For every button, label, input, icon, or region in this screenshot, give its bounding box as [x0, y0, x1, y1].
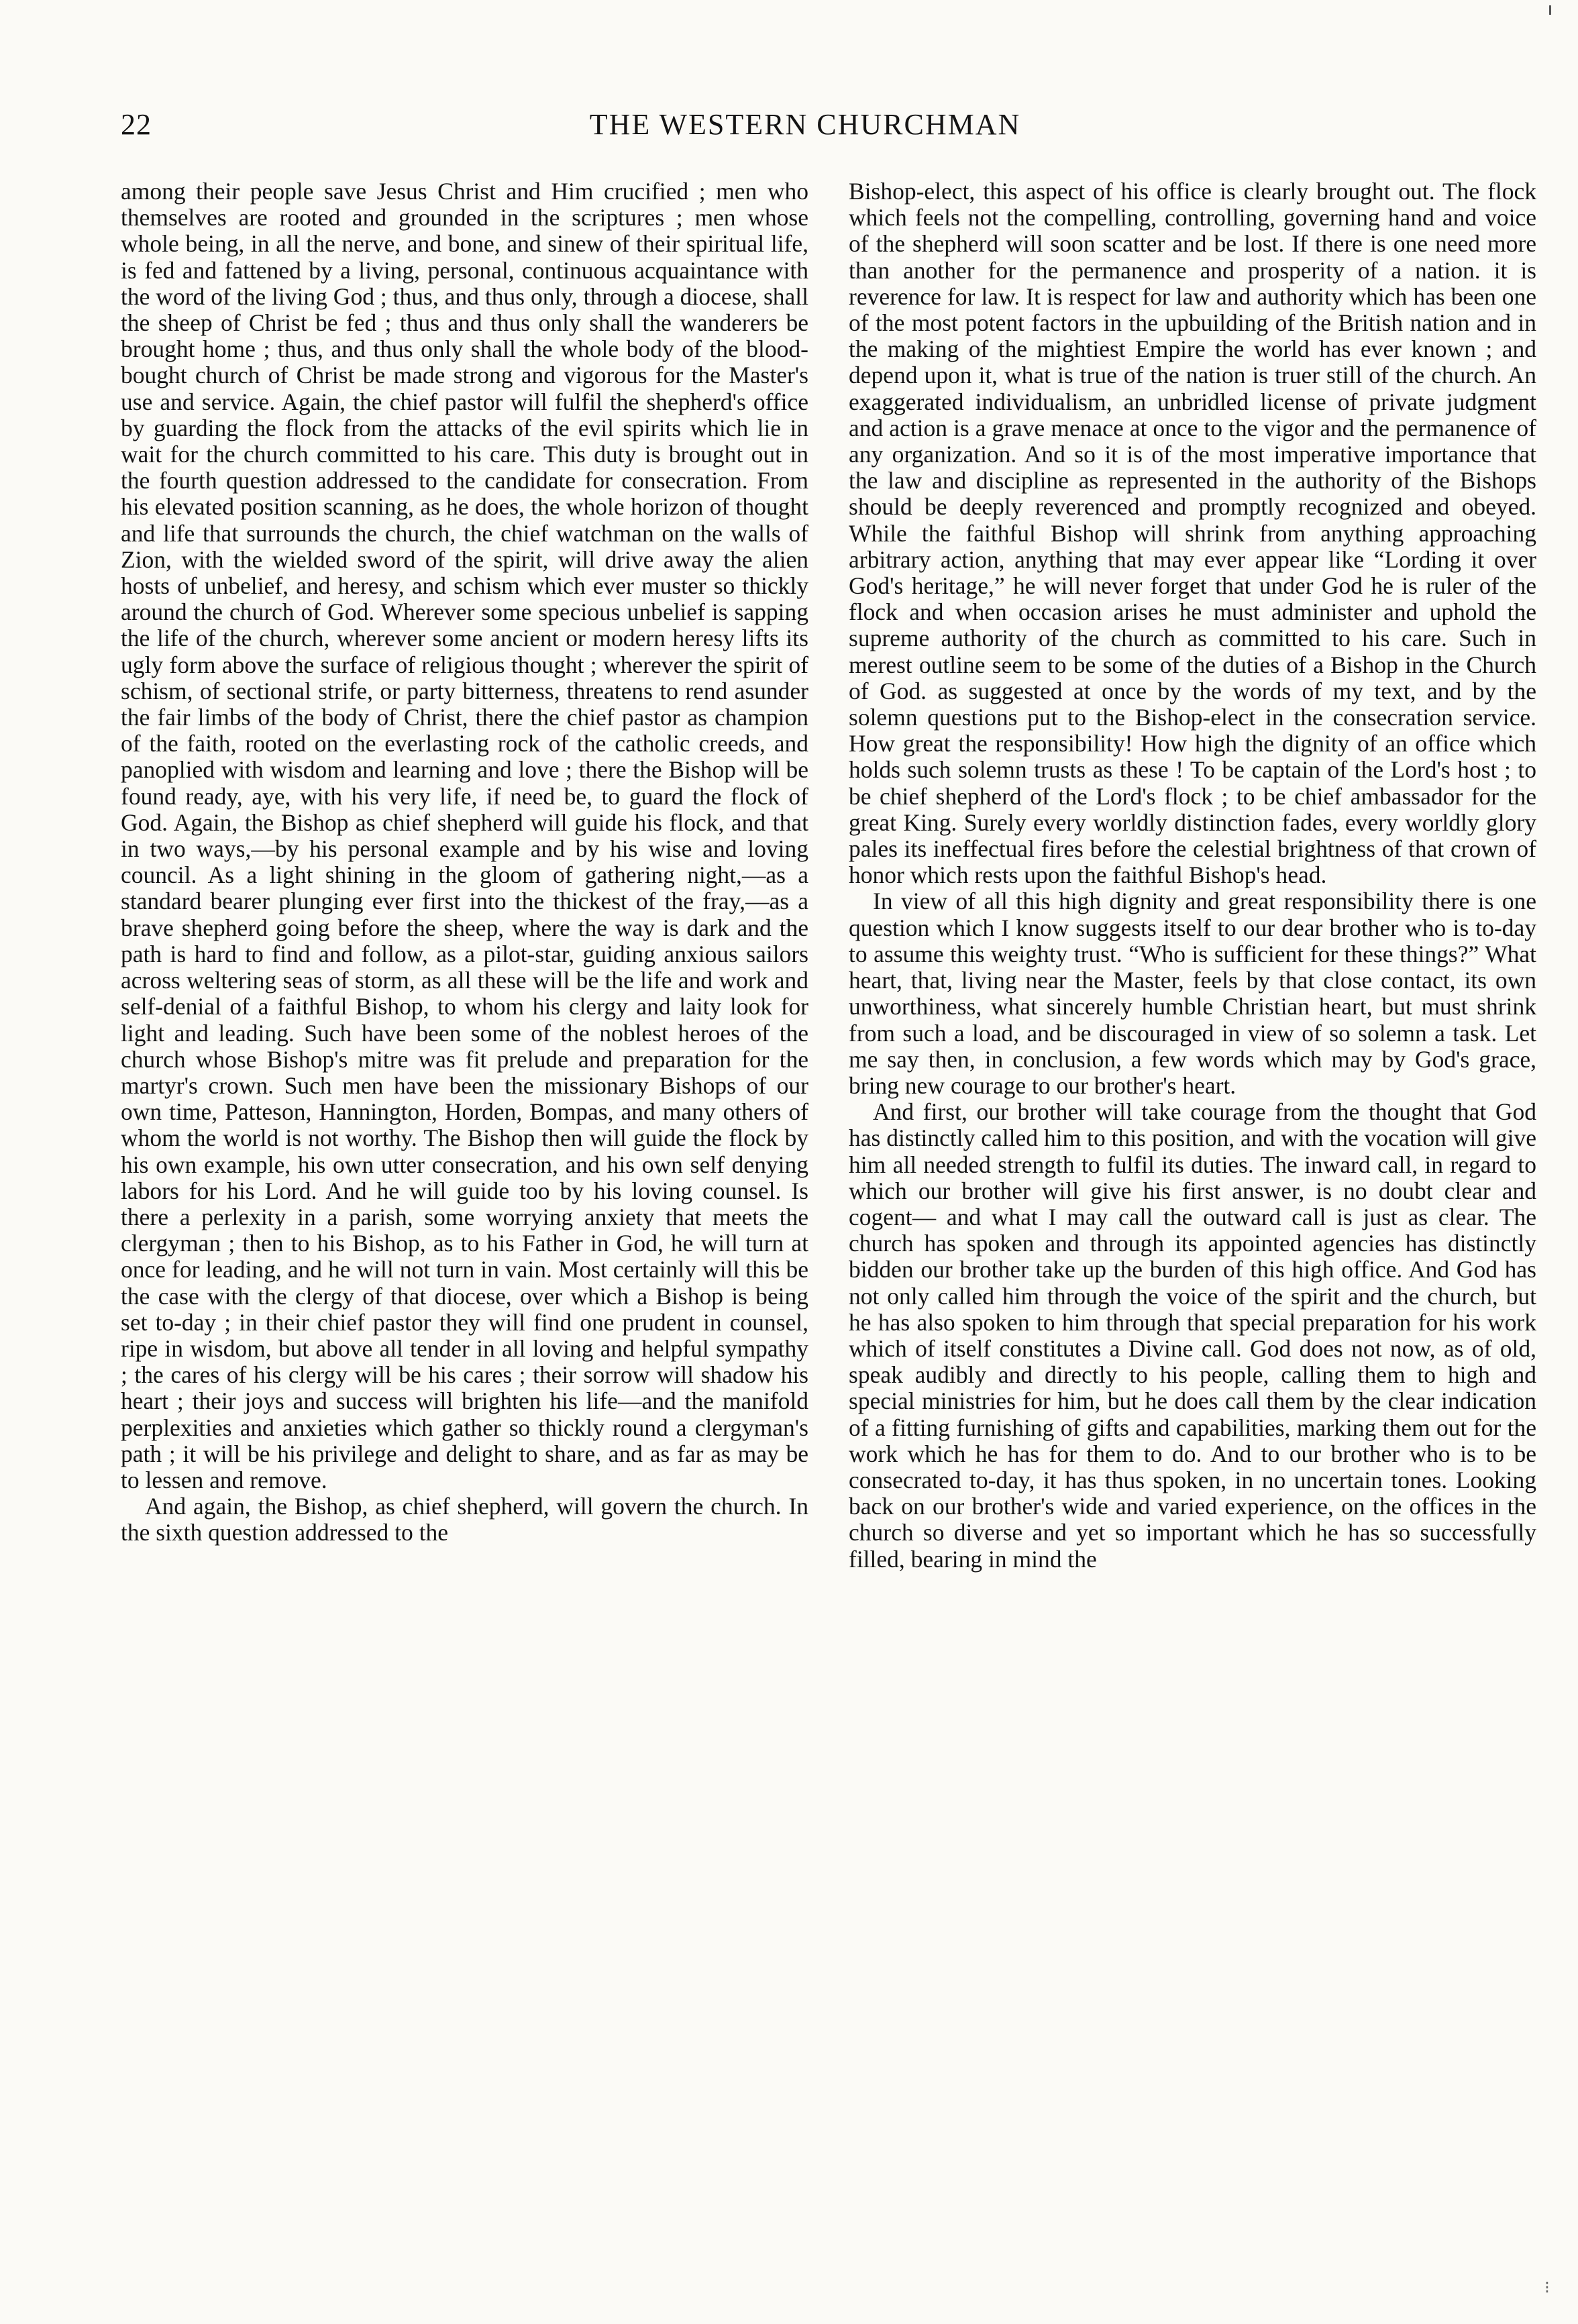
page-header — [121, 107, 1489, 154]
left-column — [121, 178, 808, 1546]
right-paragraph-3: And first, our brother will take courage from the thought that God has distinctly called him to this position, and with the vocation will give him all needed strength to fulfil its duties. The inward call, in regard to which our brother will give his first answer, is no doubt clear and cogent— and what I may call the outward call is just as clear. The church has spoken and through its appointed agencies has distinctly bidden our brother take up the burden of this high office. And God has not only called him through the voice of the spirit and the church, but he has also spoken to him through that special preparation for his work which of itself constitutes a Divine call. God does not now, as of old, speak audibly and directly to his people, calling them to high and special ministries for him, but he does call them by the clear indication of a fitting furnishing of gifts and capabilities, marking them out for the work which he has for them to do. And to our brother who is to be consecrated to-day, it has thus spoken, in no uncertain tones. Looking back on our brother's wide and varied experience, on the offices in the church so diverse and yet so important which he has so successfully filled, bearing in mind the — [849, 1098, 1536, 1573]
right-paragraph-2: In view of all this high dignity and great responsibility there is one question which I know suggests itself to our dear brother who is to-day to assume this weighty trust. “Who is sufficient for these things?” What heart, that, living near the Master, feels by that close contact, its own unworthiness, what sincerely humble Christian heart, but must shrink from such a load, and be discouraged in view of so solemn a task. Let me say then, in conclusion, a few words which may by God's grace, bring new courage to our brother's heart. — [849, 888, 1536, 1099]
left-paragraph-2: And again, the Bishop, as chief shepherd, will govern the church. In the sixth question addressed to the — [121, 1493, 808, 1546]
running-head-title: THE WESTERN CHURCHMAN — [589, 108, 1021, 141]
scan-mark — [1549, 5, 1551, 15]
page-number: 22 — [121, 108, 152, 141]
right-column — [849, 178, 1536, 1573]
scan-edge-mark: ⁝ — [1544, 2278, 1550, 2298]
right-paragraph-1: Bishop-elect, this aspect of his office is clearly brought out. The flock which feels not the compelling, controlling, governing hand and voice of the shepherd will soon scatter and be lost. If there is one need more than another for the permanence and prosperity of a nation. it is reverence for law. It is respect for law and authority which has been one of the most potent factors in the upbuilding of the British nation and in the making of the mightiest Empire the world has ever known ; and depend upon it, what is true of the nation is truer still of the church. An exaggerated individualism, an unbridled license of private judgment and action is a grave menace at once to the vigor and the permanence of any organization. And so it is of the most imperative importance that the law and discipline as represented in the authority of the Bishops should be deeply reverenced and promptly recognized and obeyed. While the faithful Bishop will shrink from anything approaching arbitrary action, anything that may ever appear like “Lording it over God's heritage,” he will never forget that under God he is ruler of the flock and when occasion arises he must administer and uphold the supreme authority of the church as committed to his care. Such in merest outline seem to be some of the duties of a Bishop in the Church of God. as suggested at once by the words of my text, and by the solemn questions put to the Bishop-elect in the consecration service. How great the responsibility! How high the dignity of an office which holds such solemn trusts as these ! To be captain of the Lord's host ; to be chief shepherd of the Lord's flock ; to be chief ambassador for the great King. Surely every worldly distinction fades, every worldly glory pales its ineffectual fires before the celestial brightness of that crown of honor which rests upon the faithful Bishop's head. — [849, 178, 1536, 889]
left-paragraph-1: among their people save Jesus Christ and Him crucified ; men who themselves are rooted and grounded in the scriptures ; men whose whole being, in all the nerve, and bone, and sinew of their spiritual life, is fed and fattened by a living, personal, continuous acquaintance with the word of the living God ; thus, and thus only, through a diocese, shall the sheep of Christ be fed ; thus and thus only shall the wanderers be brought home ; thus, and thus only shall the whole body of the blood-bought church of Christ be made strong and vigorous for the Master's use and service. Again, the chief pastor will fulfil the shepherd's office by guarding the flock from the attacks of the evil spirits which lie in wait for the church committed to his care. This duty is brought out in the fourth question addressed to the candidate for consecration. From his elevated position scanning, as he does, the whole horizon of thought and life that surrounds the church, the chief watchman on the walls of Zion, with the wielded sword of the spirit, will drive away the alien hosts of unbelief, and heresy, and schism which ever muster so thickly around the church of God. Wherever some specious unbelief is sapping the life of the church, wherever some ancient or modern heresy lifts its ugly form above the surface of religious thought ; wherever the spirit of schism, of sectional strife, or party bitterness, threatens to rend asunder the fair limbs of the body of Christ, there the chief pastor as champion of the faith, rooted on the everlasting rock of the catholic creeds, and panoplied with wisdom and learning and love ; there the Bishop will be found ready, aye, with his very life, if need be, to guard the flock of God. Again, the Bishop as chief shepherd will guide his flock, and that in two ways,—by his personal example and by his wise and loving council. As a light shining in the gloom of gathering night,—as a standard bearer plunging ever first into the thickest of the fray,—as a brave shepherd going before the sheep, where the way is dark and the path is hard to find and follow, as a pilot-star, guiding anxious sailors across weltering seas of storm, as all these will be the life and work and self-denial of a faithful Bishop, to whom his clergy and laity look for light and leading. Such have been some of the noblest heroes of the church whose Bishop's mitre was fit prelude and preparation for the martyr's crown. Such men have been the missionary Bishops of our own time, Patteson, Hannington, Horden, Bompas, and many others of whom the world is not worthy. The Bishop then will guide the flock by his own example, his own utter consecration, and his own self denying labors for his Lord. And he will guide too by his loving counsel. Is there a perlexity in a parish, some worrying anxiety that meets the clergyman ; then to his Bishop, as to his Father in God, he will turn at once for leading, and he will not turn in vain. Most certainly will this be the case with the clergy of that diocese, over which a Bishop is being set to-day ; in their chief pastor they will find one prudent in counsel, ripe in wisdom, but above all tender in all loving and helpful sympathy ; the cares of his clergy will be his cares ; their sorrow will shadow his heart ; their joys and success will brighten his life—and the manifold perplexities and anxieties which gather so thickly round a clergyman's path ; it will be his privilege and delight to share, and as far as may be to lessen and remove. — [121, 178, 808, 1493]
